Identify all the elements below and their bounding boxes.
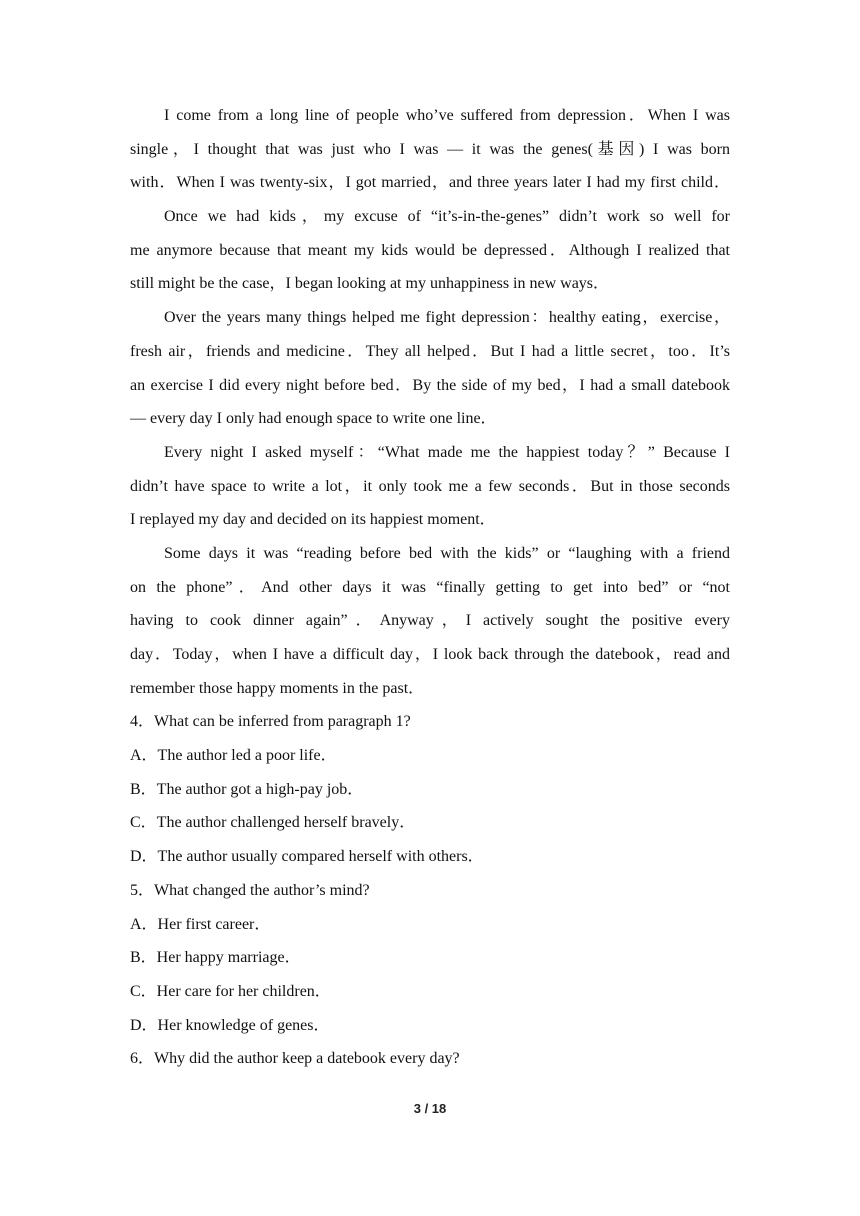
answer-option: C．The author challenged herself bravely． <box>130 814 416 832</box>
paragraph-line: having to cook dinner again”．Anyway，I actively sought the positive every <box>130 612 730 630</box>
paragraph-line: Some days it was “reading before bed with the kids” or “laughing with a friend <box>164 544 730 562</box>
answer-option: D．The author usually compared herself with others． <box>130 848 484 866</box>
paragraph-line: Every night I asked myself：“What made me the happiest today？” Because I <box>164 443 730 461</box>
answer-option: B．The author got a high-pay job． <box>130 780 364 798</box>
paragraph-line: didn’t have space to write a lot，it only took me a few seconds．But in those seconds <box>130 477 730 495</box>
paragraph-line: I replayed my day and decided on its happiest moment． <box>130 511 496 529</box>
page-number: 3 / 18 <box>413 1101 447 1116</box>
paragraph-line: me anymore because that meant my kids would be depressed．Although I realized that <box>130 241 731 259</box>
paragraph-line: on the phone”．And other days it was “finally getting to get into bed” or “not <box>130 578 730 596</box>
paragraph-line: remember those happy moments in the past． <box>130 679 425 697</box>
paragraph-1 <box>130 99 730 200</box>
paragraph-2 <box>130 200 730 301</box>
question-5 <box>130 874 730 1042</box>
paragraph-3 <box>130 301 730 436</box>
paragraph-line: fresh air，friends and medicine．They all helped．But I had a little secret，too．It’s <box>130 342 730 360</box>
question-6 <box>130 1042 730 1076</box>
paragraph-line: I come from a long line of people who’ve suffered from depression．When I was <box>164 107 730 124</box>
answer-option: A．Her first career． <box>130 915 271 933</box>
paragraph-line: still might be the case，I began looking at my unhappiness in new ways． <box>130 275 610 293</box>
paragraph-line: an exercise I did every night before bed．By the side of my bed，I had a small datebook <box>130 376 731 394</box>
question-stem: 5．What changed the author’s mind? <box>130 881 370 899</box>
question-4 <box>130 705 730 873</box>
document-page <box>130 99 730 1076</box>
answer-option: A．The author led a poor life． <box>130 747 337 765</box>
answer-option: B．Her happy marriage． <box>130 949 301 967</box>
paragraph-line: — every day I only had enough space to write one line． <box>130 410 497 428</box>
question-stem: 6．Why did the author keep a datebook every day? <box>130 1050 460 1068</box>
answer-option: D．Her knowledge of genes． <box>130 1016 330 1034</box>
paragraph-line: Once we had kids，my excuse of “it’s-in-the-genes” didn’t work so well for <box>164 208 730 226</box>
paragraph-line: with．When I was twenty-six，I got married，and three years later I had my first child． <box>130 174 731 192</box>
paragraph-line: single，I thought that was just who I was — it was the genes(基因) I was born <box>130 140 730 158</box>
paragraph-5 <box>130 537 730 705</box>
paragraph-4 <box>130 436 730 537</box>
question-stem: 4．What can be inferred from paragraph 1? <box>130 713 411 731</box>
paragraph-line: day．Today，when I have a difficult day，I look back through the datebook，read and <box>130 646 731 663</box>
paragraph-line: Over the years many things helped me fight depression：healthy eating，exercise， <box>164 309 730 327</box>
answer-option: C．Her care for her children． <box>130 982 331 1000</box>
